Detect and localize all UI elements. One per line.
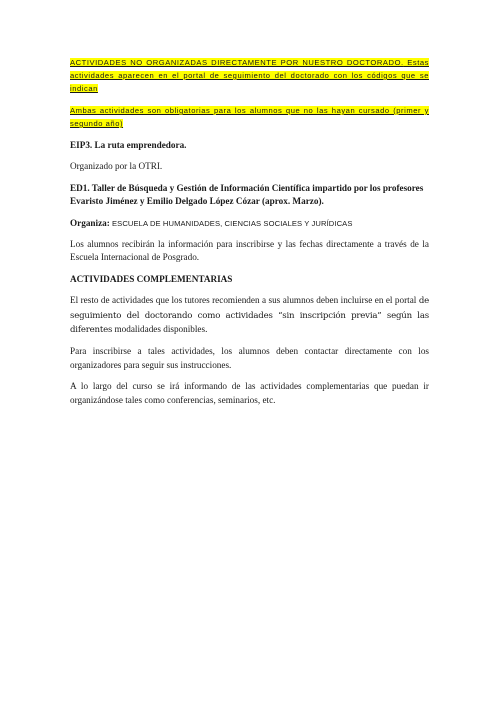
organiza-label: Organiza:: [70, 217, 110, 228]
notice-text: Estas actividades aparecen en el portal de seguimiento del doctorado con los códigos que se indican: [70, 58, 429, 93]
complementarias-paragraph-2: Para inscribirse a tales actividades, los alumnos deben contactar directamente con los organizadores para seguir sus instrucciones.: [70, 346, 429, 370]
organiza-value: ESCUELA DE HUMANIDADES, CIENCIAS SOCIALES Y JURÍDICAS: [109, 218, 353, 228]
document-page: [70, 56, 429, 415]
p1-part1: El resto de actividades que los tutores recomienden a sus alumnos deben incluirse en el portal: [70, 295, 419, 306]
highlighted-notice: [70, 56, 429, 95]
ed1-info: Los alumnos recibirán la información para inscribirse y las fechas directamente a través de la Escuela Internacional de Posgrado.: [70, 239, 429, 263]
ed1-title: ED1. Taller de Búsqueda y Gestión de Información Científica impartido por los profesores Evaristo Jiménez y Emilio Delgado López Cózar (aprox. Marzo).: [70, 182, 424, 207]
p1-part3: modalidades disponibles.: [112, 324, 208, 335]
complementarias-paragraph-1: [70, 294, 429, 337]
complementarias-title: ACTIVIDADES COMPLEMENTARIAS: [70, 273, 233, 284]
eip3-organizer: Organizado por la OTRI.: [70, 161, 163, 172]
requirement-text: Ambas actividades son obligatorias para los alumnos que no las hayan cursado (primer y segundo año): [70, 106, 429, 128]
ed1-organizer: [70, 217, 429, 230]
highlighted-requirement: [70, 104, 429, 130]
complementarias-paragraph-3: A lo largo del curso se irá informando de las actividades complementarias que puedan ir organizándose tales como conferencias, seminarios, etc.: [70, 381, 429, 405]
p1-part2: de seguimiento del doctorando como actividades “sin inscripción previa” según las diferentes: [70, 296, 429, 336]
notice-title: ACTIVIDADES NO ORGANIZADAS DIRECTAMENTE POR NUESTRO DOCTORADO.: [70, 58, 404, 67]
eip3-title: EIP3. La ruta emprendedora.: [70, 140, 187, 150]
